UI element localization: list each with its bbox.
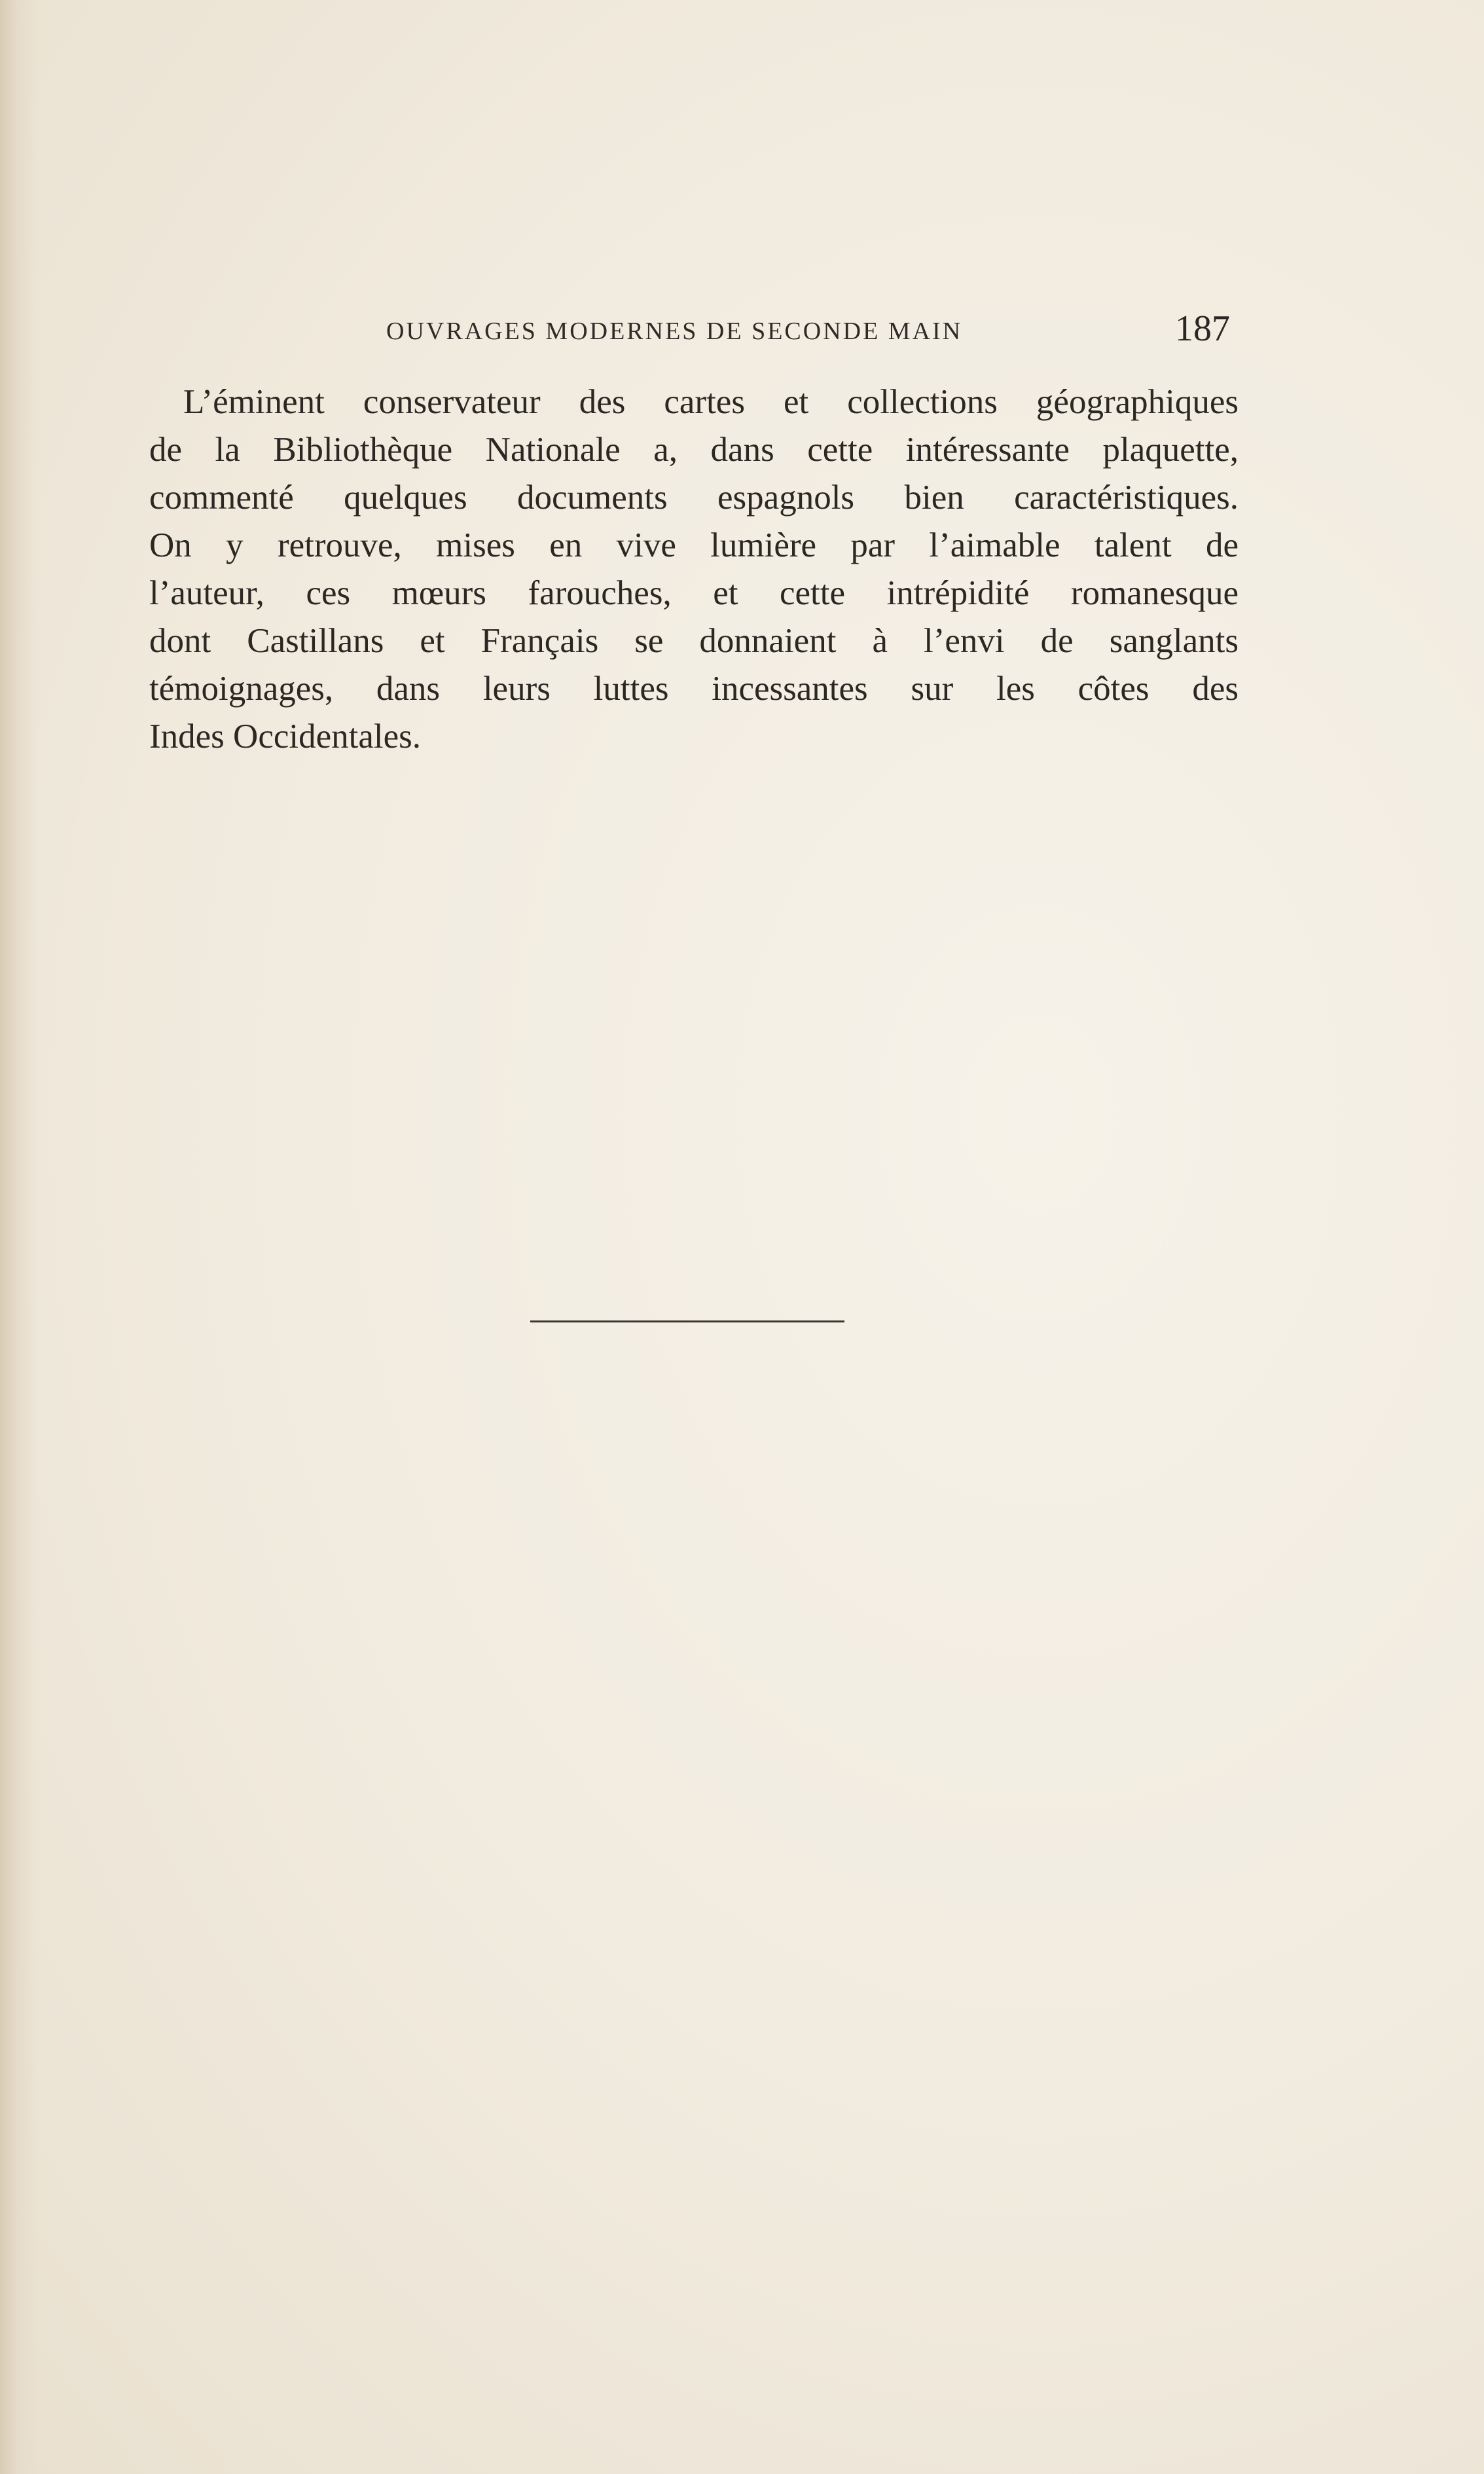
paragraph-line: commenté quelques documents espagnols bien caractéristiques. [149,479,1239,517]
paragraph-line: de la Bibliothèque Nationale a, dans cette intéressante plaquette, [149,431,1239,469]
paragraph [149,378,1239,761]
binding-edge-shadow [0,0,39,2474]
paragraph-line: L’éminent conservateur des cartes et collections géographiques [183,383,1239,421]
paragraph-line: On y retrouve, mises en vive lumière par l’aimable talent de [149,526,1239,564]
section-divider [530,1320,844,1322]
page-number: 187 [1175,308,1230,349]
paragraph-line: dont Castillans et Français se donnaient à l’envi de sanglants [149,622,1239,660]
running-title: OUVRAGES MODERNES DE SECONDE MAIN [386,318,963,345]
paragraph-line: l’auteur, ces mœurs farouches, et cette intrépidité romanesque [149,574,1239,612]
paragraph-line: Indes Occidentales. [149,718,421,755]
paragraph-line: témoignages, dans leurs luttes incessantes sur les côtes des [149,670,1239,708]
